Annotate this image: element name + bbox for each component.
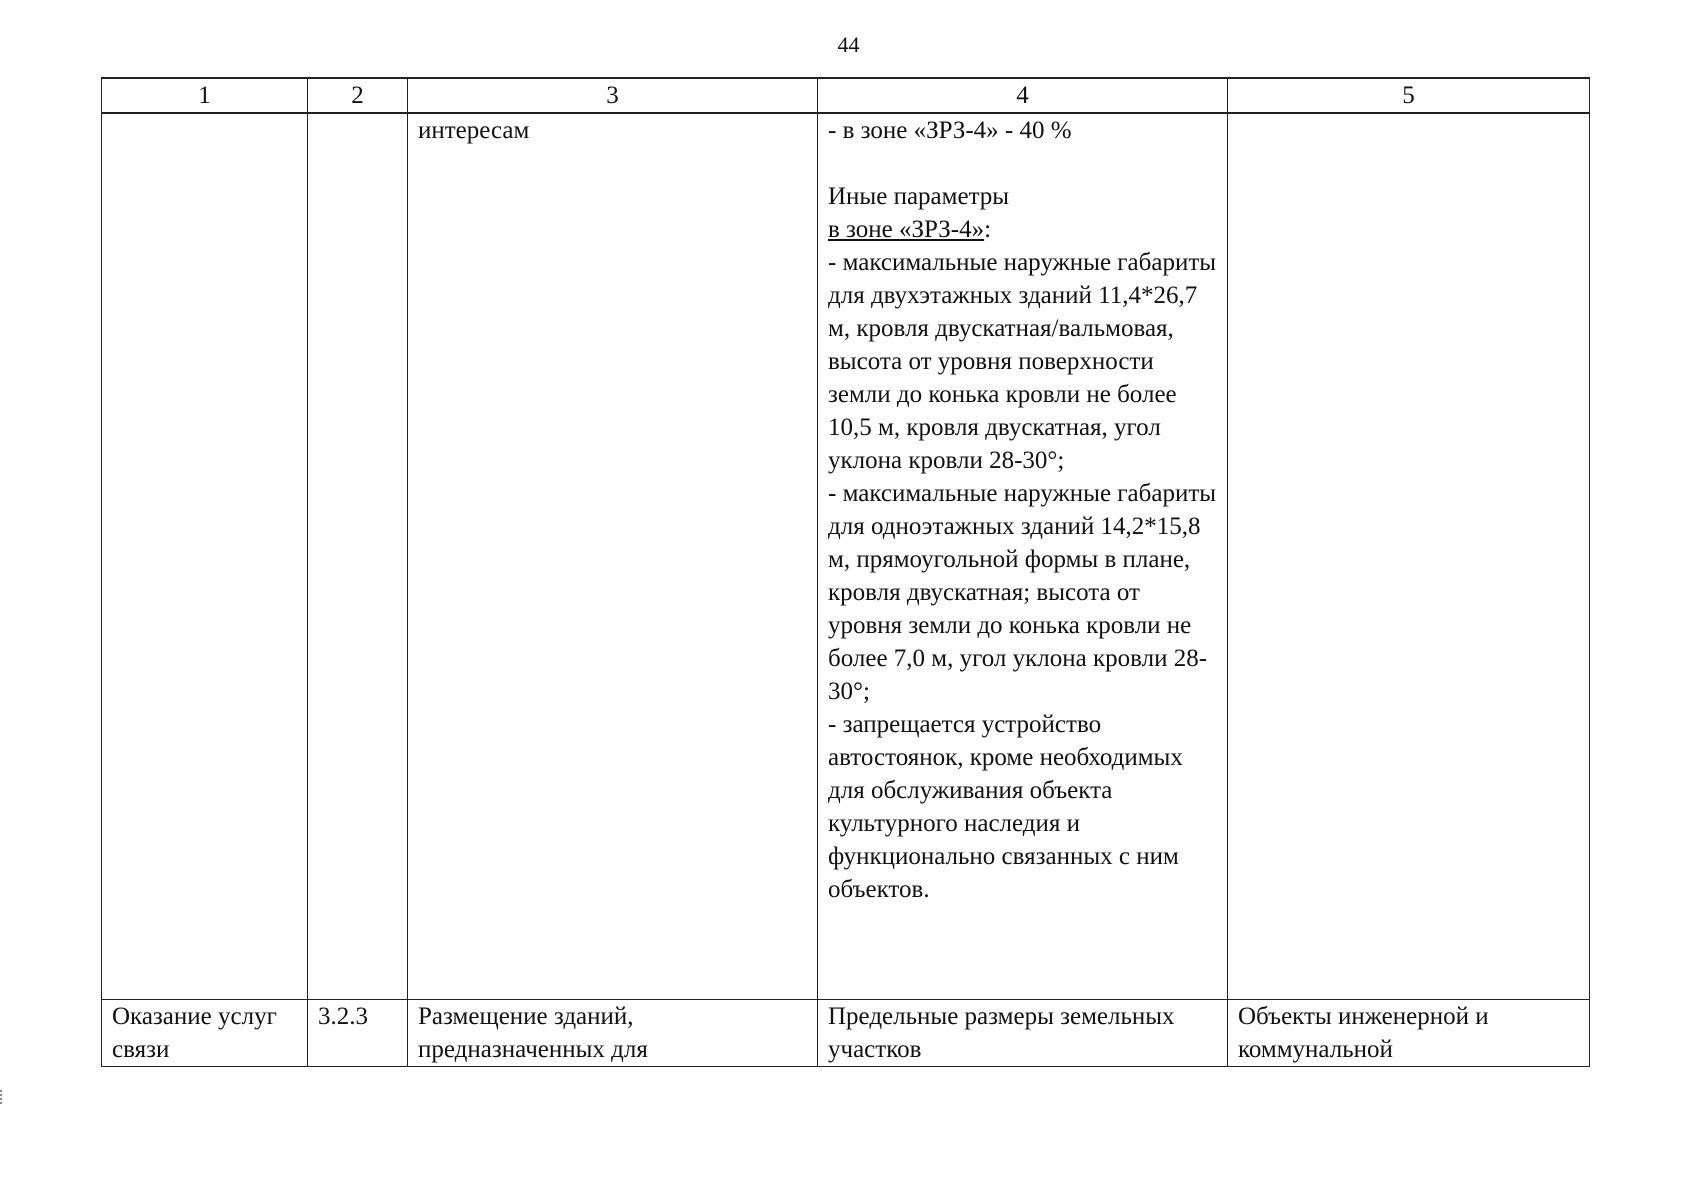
param-item-two-storey: - максимальные наружные габариты для двухэтажных зданий 11,4*26,7 м, кровля двускатная/вальмовая, высота от уровня поверхности земли до конька кровли не более 10,5 м, кровля двускатная, угол уклона кровли 28-30°; xyxy=(828,249,1217,474)
cell-code xyxy=(308,113,408,1000)
cell-description: Размещение зданий, предназначенных для xyxy=(408,1000,818,1067)
spacer xyxy=(828,147,1217,180)
params-zone: в зоне «ЗРЗ-4» xyxy=(828,216,985,243)
cell-notes: Объекты инженерной и коммунальной xyxy=(1228,1000,1590,1067)
cell-use-type: Оказание услуг связи xyxy=(102,1000,308,1067)
column-header-1: 1 xyxy=(102,78,308,113)
regulations-table xyxy=(101,77,1590,1067)
cell-description: интересам xyxy=(408,113,818,1000)
cell-use-type xyxy=(102,113,308,1000)
cell-notes xyxy=(1228,113,1590,1000)
page-number: 44 xyxy=(837,32,860,57)
table-row xyxy=(102,113,1590,1000)
param-item-one-storey: - максимальные наружные габариты для одноэтажных зданий 14,2*15,8 м, прямоугольной формы в плане, кровля двускатная; высота от уровня земли до конька кровли не более 7,0 м, угол уклона кровли 28-30°; xyxy=(828,480,1217,705)
column-header-2: 2 xyxy=(308,78,408,113)
zone-percent-line: - в зоне «ЗРЗ-4» - 40 % xyxy=(828,117,1072,144)
table-header-row xyxy=(102,78,1590,113)
cell-parameters xyxy=(818,113,1228,1000)
params-title: Иные параметры xyxy=(828,183,1010,210)
column-header-3: 3 xyxy=(408,78,818,113)
param-item-parking: - запрещается устройство автостоянок, кроме необходимых для обслуживания объекта культурного наследия и функционально связанных с ним объектов. xyxy=(828,711,1183,903)
params-zone-line xyxy=(828,213,1217,246)
params-colon: : xyxy=(984,216,992,243)
cell-code: 3.2.3 xyxy=(308,1000,408,1067)
column-header-4: 4 xyxy=(818,78,1228,113)
cell-parameters: Предельные размеры земельных участков xyxy=(818,1000,1228,1067)
table-row xyxy=(102,1000,1590,1067)
column-header-5: 5 xyxy=(1228,78,1590,113)
scan-artifact xyxy=(0,1090,6,1104)
